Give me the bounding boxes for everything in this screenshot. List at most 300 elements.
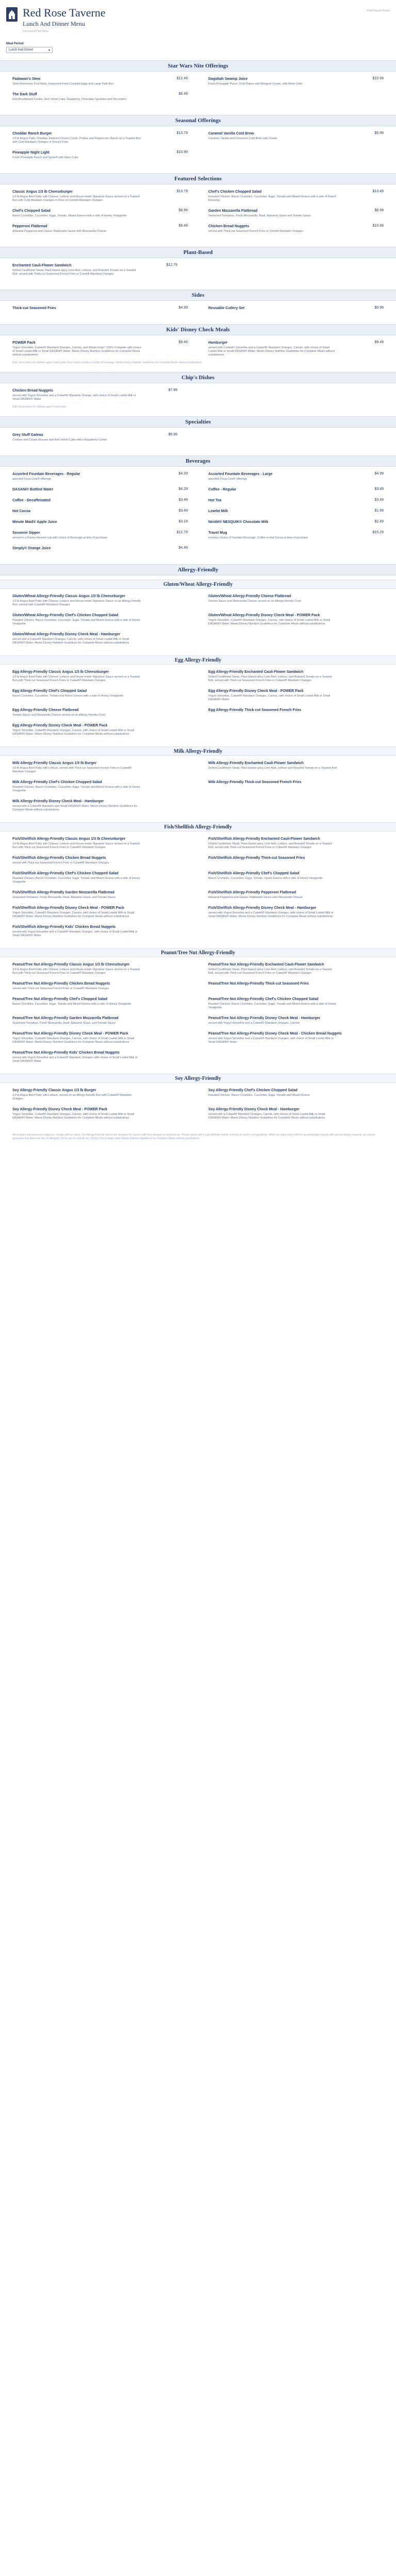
menu-item-description: Tomato Sauce and Mozzarella Cheese served on an Allergy-friendly Crust [12, 714, 106, 717]
menu-item-name: Gluten/Wheat Allergy-Friendly Cheese Flatbread [208, 595, 291, 598]
menu-item-row [208, 708, 384, 713]
item-grid [0, 428, 396, 448]
menu-item-row [208, 890, 384, 895]
menu-item-name: Simply® Orange Juice [12, 547, 51, 550]
menu-item-row [12, 224, 188, 229]
menu-item-row [208, 761, 384, 766]
menu-item-row [208, 906, 384, 910]
menu-item-row [208, 613, 384, 618]
item-grid [0, 72, 396, 108]
menu-item-description: 1/3 lb Angus Beef Patty with Cheese, Lettuce and House-made Signature Sauce on an Allergy-friendly Bun, served with Cutwell® Mandarin Oranges [12, 600, 141, 606]
menu-item[interactable] [12, 131, 188, 150]
menu-item[interactable] [12, 997, 188, 1016]
menu-item[interactable] [208, 1088, 384, 1107]
menu-item-description: Slow-Simmered, Fruit Bolts, Seasoned Fried Crackled Eggs and Large Path Bun [12, 82, 114, 86]
item-grid [0, 184, 396, 240]
menu-item-name: Fish/Shellfish Allergy-Friendly Pepperoni Flatbread [208, 891, 296, 894]
menu-item-price: $9.49 [178, 341, 188, 344]
menu-item-name: Souvenir Sipper [12, 531, 40, 535]
menu-item-description: served with Thick-cut Seasoned French Fries or Cornhill Mandarin Oranges [208, 230, 303, 233]
menu-item[interactable] [12, 224, 188, 240]
menu-item-description: served with Thick-cut Seasoned French Fries or Cutwell® Mandarin Oranges [12, 987, 109, 990]
section-title: Sides [0, 290, 396, 301]
meal-period [6, 42, 390, 53]
menu-item-name: Peanut/Tree Nut Allergy-Friendly Chicken Bread Nuggets [12, 982, 110, 986]
menu-item-price: $13.79 [176, 190, 188, 193]
menu-item-description: served with a Cutwell® Mandarin Oranges, Carrots, with choice of Small Lowfat Milk or Small DASANI® Water. Meets Disney Nutrition Guidelines for Complete Meals without substitutions [208, 1113, 325, 1120]
menu-item[interactable] [12, 77, 188, 92]
menu-item-row [12, 1107, 188, 1112]
menu-item-description: 1/3 lb Angus Beef Patty with Cheese, Lettuce and House-made Signature Sauce served on a Toasted Bun with Cold Mandarin Oranges or Fries or Cornhill Mandarin Oranges [12, 195, 140, 202]
menu-item-row [12, 981, 188, 986]
menu-item-description: served with Yogurt Smoothie and a Cutwell® Mandarin Oranges, with choice of Small Lowfat Milk or Small DASANI® Water [12, 930, 138, 937]
meal-period-label: Meal Period [6, 42, 24, 45]
menu-item-price: $8.99 [374, 209, 384, 212]
menu-item-price: $9.49 [374, 341, 384, 344]
menu-item-description: served with Yogurt Smoothie and a Cutwell® Mandarin Oranges, with choice of Small Lowfat Milk or Small DASANI® Water. Meets Disney Nutrition Guidelines for Complete Meals without substitutions [208, 911, 334, 918]
menu-item-row [12, 1031, 188, 1036]
menu-item-description: Bacon Crumbles, Cucumber, Eggs, Tomato, mixed Greens with a side of Honey Vinaigrette [208, 877, 323, 880]
menu-item-name: Fish/Shellfish Allergy-Friendly Kids' Chicken Bread Nuggets [12, 925, 116, 929]
menu-sections [0, 60, 396, 557]
menu-item-price: $1.99 [374, 509, 384, 513]
chevron-down-icon: ▾ [48, 49, 50, 52]
menu-item-row [208, 306, 384, 311]
menu-item-name: Peanut/Tree Nut Allergy-Friendly Chef's Chopped Salad [12, 997, 108, 1001]
menu-item-name: Peanut/Tree Nut Allergy-Friendly Disney Check Meal - Chicken Bread Nuggets [208, 1032, 342, 1036]
section-note: Kids' menu items for children ages 9 and under. Each meal includes a choice of beverage. Meets Disney Nutrition Guidelines for Complete Meals without substitutions. [12, 361, 203, 364]
menu-item[interactable] [208, 1016, 384, 1031]
menu-item-description: Grilled Cauliflower Steak, Plant-based spicy Lime Aioli, Lettuce, and Roasted Tomato on a Toasted Roll, served with Thick-cut Seasoned French Fries or Cutwell® Mandarin Oranges [208, 968, 332, 975]
menu-item[interactable] [12, 150, 188, 166]
menu-item[interactable] [12, 761, 188, 780]
menu-item-name: Hamburger [208, 341, 228, 345]
menu-item[interactable] [208, 906, 384, 925]
menu-item-row [12, 498, 188, 503]
menu-item-row [208, 209, 384, 213]
menu-item-description: served with Yogurt Smoothie and a Cutwell® Mandarin Orange, with choice of Small Lowfat Milk or Small DASANI® Water [12, 394, 137, 401]
allergy-section-title: Allergy-Friendly [0, 564, 396, 575]
menu-item-name: Egg Allergy-Friendly Thick-cut Seasoned French Fries [208, 708, 302, 712]
menu-item-price: $7.99 [168, 388, 177, 392]
menu-item-row [12, 487, 188, 492]
menu-item[interactable] [12, 799, 188, 818]
item-grid [0, 301, 396, 317]
menu-item[interactable] [208, 689, 384, 708]
item-grid [0, 665, 396, 742]
menu-item[interactable] [12, 962, 188, 981]
header-disclaimer: Disneyland Park Menu [23, 30, 49, 33]
menu-item-description: served with Thick-cut Seasoned French Fries or Cutwell® Mandarin Oranges [12, 861, 109, 865]
menu-item-price: $13.79 [176, 131, 188, 135]
menu-item-name: Fish/Shellfish Allergy-Friendly Chef's Chicken Chopped Salad [12, 872, 119, 875]
menu-item-price: $15.29 [372, 531, 384, 534]
section-title: Chip's Dishes [0, 372, 396, 383]
menu-item-name: Hot Cocoa [12, 510, 30, 513]
menu-item-row [12, 472, 188, 477]
allergy-subsection-title: Fish/Shellfish Allergy-Friendly [0, 822, 396, 832]
menu-item-name: Soy Allergy-Friendly Chef's Chicken Chopped Salad [208, 1089, 298, 1092]
menu-item-row [208, 871, 384, 876]
menu-item[interactable] [12, 92, 188, 108]
menu-item-name: Soy Allergy-Friendly Disney Check Meal - POWER Pack [12, 1108, 108, 1111]
menu-item-description: Roasted Chicken, Bacon Crumbles, Cucumber, Eggs, Tomato and Mixed Greens with a side of Honey Vinaigrette [12, 619, 140, 625]
menu-item-description: assorted Coca-Cola® offerings [208, 478, 248, 481]
menu-item-description: Bacon Crumbles, Cucumber, Eggs, Tomato and Mixed Greens with a side of Honey Vinaigrette [12, 1003, 131, 1006]
menu-item-price: $12.49 [176, 77, 188, 80]
menu-item-description: Artisanal Pepperoni and Classic Flatbreads Sauce with Mozzarella Cheese [208, 896, 303, 899]
menu-item-row [12, 632, 188, 637]
menu-item-row [12, 689, 188, 693]
allergy-subsection-title: Soy Allergy-Friendly [0, 1074, 396, 1083]
section-title: Seasonal Offerings [0, 115, 396, 126]
menu-item-name: Egg Allergy-Friendly Disney Check Meal - POWER Pack [12, 724, 108, 727]
menu-item[interactable] [12, 837, 188, 856]
menu-item[interactable] [12, 723, 188, 742]
menu-item[interactable] [12, 981, 188, 997]
menu-item-row [12, 997, 188, 1002]
menu-item[interactable] [12, 925, 188, 944]
menu-item-row [12, 509, 188, 514]
menu-item[interactable] [12, 632, 188, 651]
footer-disclaimer: Menu items and prices are subject to change without notice. Our Allergy-Friendly menus are designed for Guests with food allergies or intolerances. Please speak with a Cast Member before ordering to confirm all ingredients. While we make every effort to accommodate Guests with special dietary requests, we cannot guarantee that items are free of allergens. Prices do not include tax. Disney Check meals meet Disney Nutrition Guidelines for Complete Meals without substitutions. [12, 1133, 375, 1140]
menu-item-name: Enchanted Cauli-Flower Sandwich [12, 264, 72, 267]
menu-item[interactable] [12, 1016, 188, 1031]
menu-item-row [12, 906, 188, 910]
menu-item-name: Fish/Shellfish Allergy-Friendly Disney Check Meal - POWER Pack [12, 906, 124, 910]
menu-item[interactable] [12, 531, 188, 546]
menu-item-name: Classic Angus 1/3 lb Cheeseburger [12, 190, 73, 194]
menu-item-description: Cookies and Cream Mousse and Red Velvet Cake with a Raspberry Center [12, 438, 107, 442]
menu-item-name: Gluten/Wheat Allergy-Friendly Disney Check Meal - Hamburger [12, 633, 121, 636]
menu-item[interactable] [208, 341, 384, 363]
menu-item[interactable] [208, 472, 384, 487]
menu-item[interactable] [12, 472, 188, 487]
menu-item-name: Lowfat Milk [208, 510, 228, 513]
menu-item-row [208, 472, 384, 477]
menu-item-row [208, 1031, 384, 1036]
menu-item-row [208, 689, 384, 693]
menu-item-row [12, 531, 188, 535]
menu-item[interactable] [208, 780, 384, 799]
menu-item-description: Yogurt Smoothie, Cutwell® Mandarin Oranges, Carrots, with choice of Small Lowfat Milk or Small DASANI® Water. Meets Disney Nutrition Guidelines for Complete Meals without substitutions [12, 1037, 135, 1044]
menu-item-row [208, 780, 384, 785]
menu-item[interactable] [208, 761, 384, 780]
menu-item-name: Egg Allergy-Friendly Enchanted Cauli-Flower Sandwich [208, 670, 304, 674]
menu-item-row [12, 962, 188, 967]
item-grid [0, 126, 396, 166]
menu-item[interactable] [12, 433, 177, 448]
menu-item[interactable] [208, 890, 384, 906]
menu-item-description: Roasted Chicken, Bacon Crumbles, Cucumber, Eggs, Tomato and Mixed Greens with a side of Honey Vinaigrette [208, 1003, 336, 1009]
menu-item[interactable] [12, 689, 188, 708]
menu-item[interactable] [208, 962, 384, 981]
menu-item-row [208, 224, 384, 229]
menu-item-name: Gluten/Wheat Allergy-Friendly Disney Check Meal - POWER Pack [208, 614, 320, 617]
allergy-sections [0, 580, 396, 1126]
item-grid [0, 589, 396, 651]
menu-item-row [208, 190, 384, 194]
menu-item[interactable] [208, 224, 384, 240]
menu-item-description: 1/3 lb Angus Patty, Cheddar, Battered Onions Curds, Pickles and Peppercorn Ranch on a Toasted Bun with Cold Mandarin Oranges or French Fries [12, 137, 141, 144]
menu-item-description: 1/3 lb Angus Beef Patty with Cheese, Lettuce and House-made Signature Sauce served on a Toasted Bun with Thick-cut Seasoned French Fries or Cutwell® Mandarin Oranges [12, 842, 140, 849]
menu-item-name: Egg Allergy-Friendly Cheese Flatbread [12, 708, 79, 712]
menu-item-name: Fish/Shellfish Allergy-Friendly Garden Mozzarella Flatbread [12, 891, 114, 894]
menu-item-name: Coffee - Decaffeinated [12, 499, 51, 502]
menu-item[interactable] [208, 981, 384, 997]
menu-item-row [208, 509, 384, 514]
menu-item[interactable] [208, 131, 384, 150]
menu-item[interactable] [208, 708, 384, 723]
item-grid [0, 383, 396, 408]
allergy-subsection-title: Peanut/Tree Nut Allergy-Friendly [0, 948, 396, 957]
menu-item-description: served with Cutwell® Smoothie and a Cutwell® Mandarin Oranges, Carrots, with choice of Small Lowfat Milk or Small DASANI® Water. Meets Disney Nutrition Guidelines for Complete Meals without substitutions [208, 346, 335, 357]
menu-item-row [12, 890, 188, 895]
menu-item-price: $10.99 [372, 77, 384, 80]
menu-item-description: Yogurt Smoothie, Cutwell® Mandarin Oranges, Carrots, with choice of Small Lowfat Milk or Small DASANI® Water [208, 694, 331, 701]
menu-item-price: $8.99 [178, 209, 188, 212]
menu-item-name: Assorted Fountain Beverages - Large [208, 472, 273, 476]
menu-item-name: Peanut/Tree Nut Allergy-Friendly Thick-cut Seasoned Fries [208, 982, 309, 986]
menu-item[interactable] [208, 856, 384, 871]
menu-item-row [208, 670, 384, 674]
menu-item-description: 1/3 lb Angus Beef Patty with Lettuce, served with Thick-cut Seasoned French Fries or Cutwell® Mandarin Oranges [12, 767, 132, 773]
menu-item-name: Milk Allergy-Friendly Enchanted Cauli-Flower Sandwich [208, 761, 304, 765]
menu-item-description: Seasoned Tomatoes, Fresh Mozzarella, Basil, Balsamic Glaze, and Tomato Sauce [12, 896, 116, 899]
menu-item-price: $5.99 [374, 131, 384, 135]
menu-item-row [12, 150, 188, 155]
menu-item[interactable] [208, 1107, 384, 1126]
menu-item[interactable] [12, 871, 188, 890]
menu-item[interactable] [12, 509, 188, 520]
menu-item[interactable] [12, 209, 188, 224]
menu-item-row [208, 594, 384, 599]
menu-item-row [12, 1088, 188, 1093]
menu-item-description: Yogurt Smoothie, Cutwell® Mandarin Oranges, Carrots, with choice of Small Lowfat Milk or Small DASANI® Water. Meets Disney Nutrition Guidelines for Complete Meals without substitutions [12, 911, 135, 918]
section-title: Plant-Based [0, 247, 396, 258]
menu-item[interactable] [12, 546, 188, 557]
section-note: Kids' menu items for children ages 9 and under. [12, 405, 67, 409]
menu-item[interactable] [12, 306, 188, 317]
menu-item-name: Peanut/Tree Nut Allergy-Friendly Enchanted Cauli-Flower Sandwich [208, 963, 324, 967]
section-title: Featured Selections [0, 173, 396, 184]
menu-item[interactable] [208, 594, 384, 613]
menu-item[interactable] [12, 856, 188, 871]
menu-item[interactable] [12, 341, 188, 363]
menu-item-row [208, 837, 384, 841]
menu-item[interactable] [208, 209, 384, 224]
page-subtitle: Lunch And Dinner Menu [23, 20, 85, 27]
menu-item-name: Gluten/Wheat Allergy-Friendly Classic Angus 1/3 lb Cheeseburger [12, 595, 125, 598]
section-title: Specialties [0, 416, 396, 428]
menu-item-row [12, 190, 188, 194]
menu-item[interactable] [12, 263, 177, 282]
allergy-subsection-title: Milk Allergy-Friendly [0, 747, 396, 756]
menu-item-name: Grey Stuff Gateau [12, 433, 43, 437]
menu-item[interactable] [208, 837, 384, 856]
menu-item[interactable] [208, 1031, 384, 1050]
menu-item-price: $4.29 [178, 472, 188, 476]
menu-item-description: includes choice of Fountain Beverage, Coffee or Hot Cocoa at time of purchase [208, 536, 308, 539]
menu-item[interactable] [12, 670, 188, 689]
menu-item[interactable] [208, 997, 384, 1016]
menu-item-row [12, 594, 188, 599]
menu-item-name: Milk Allergy-Friendly Disney Check Meal - Hamburger [12, 800, 104, 803]
menu-item-name: DASANI® Bottled Water [12, 488, 54, 492]
menu-item-row [12, 925, 188, 929]
menu-item[interactable] [12, 498, 188, 509]
menu-item-name: Peanut/Tree Nut Allergy-Friendly Kids' Chicken Bread Nuggets [12, 1051, 120, 1055]
menu-item-description: Bacon Crumbles, Cucumber, Tomato and Mixed Greens with a side of Honey Vinaigrette [12, 694, 124, 698]
menu-item-row [208, 1016, 384, 1021]
menu-item[interactable] [208, 190, 384, 209]
menu-item-row [12, 92, 188, 97]
menu-item-name: Coffee - Regular [208, 488, 237, 492]
menu-item[interactable] [208, 670, 384, 689]
menu-item-description: Fresh Pineapple Puree, Gold Flakes and Whipped Cream, with Rime Cider [208, 82, 303, 86]
menu-item-description: Roasted Chicken, Bacon Crumbles, Cucumber, Eggs, Tomato and Mixed Greens with a side of Ranch Dressing [208, 195, 336, 202]
menu-item-name: Fish/Shellfish Allergy-Friendly Thick-cut Seasoned Fries [208, 856, 305, 860]
menu-item-row [208, 997, 384, 1002]
item-grid [0, 335, 396, 363]
menu-item-row [208, 1088, 384, 1093]
menu-item-price: $4.49 [178, 546, 188, 550]
menu-item[interactable] [208, 509, 384, 520]
menu-item[interactable] [12, 890, 188, 906]
menu-item-name: Soy Allergy-Friendly Disney Check Meal - Hamburger [208, 1108, 300, 1111]
menu-item[interactable] [208, 520, 384, 531]
section-title: Star Wars Nite Offerings [0, 60, 396, 72]
menu-item-description: Tomato Sauce and Mozzarella Cheese served on an Allergy-friendly Crust [208, 600, 302, 603]
menu-item[interactable] [12, 594, 188, 613]
menu-item-name: Milk Allergy-Friendly Classic Angus 1/3 lb Burger [12, 761, 97, 765]
menu-item-price: $6.49 [178, 92, 188, 96]
castle-logo-icon [6, 7, 18, 22]
meal-period-select[interactable] [6, 47, 53, 53]
page-header [0, 0, 396, 37]
menu-item-description: Caramel, Vanilla and Cinnamon Cold Brew with Cream [208, 137, 277, 140]
menu-item-description: Roasted Chicken, Bacon Crumbles, Cucumber, Eggs, Tomato and Mixed Greens with a side of Honey Vinaigrette [12, 786, 140, 792]
menu-item-description: served with a Cutwell® Mandarin Oranges, Carrots, with choice of Small Lowfat Milk or Small DASANI® Water. Meets Disney Nutrition Guidelines for Complete Meals without substitutions [12, 638, 129, 645]
menu-item[interactable] [12, 906, 188, 925]
menu-item-row [12, 341, 188, 345]
menu-item-name: POWER Pack [12, 341, 36, 345]
menu-item-description: Grilled Cauliflower Steak, Plant-based spicy Lime Aioli, Lettuce, and Roasted Tomato on a Toasted Roll, served with Thick-cut Seasoned French Fries or Cutwell® Mandarin Oranges [208, 675, 332, 682]
menu-item-description: served with Yogurt Smoothie and a Cutwell® Mandarin Oranges, Carrots [208, 1022, 300, 1025]
menu-item-description: Seasoned Tomatoes, Fresh Mozzarella, Basil, Balsamic Glaze and Tomato Sauce [208, 214, 311, 217]
menu-item-description: served with a Cutwell® Mandarin and Small DASANI® Water. Meets Disney Nutrition Guidelines for Complete Meals without substitutions [12, 805, 138, 811]
menu-item-price: $9.49 [178, 224, 188, 228]
menu-item[interactable] [12, 1107, 188, 1126]
menu-item-name: Chef's Chicken Chopped Salad [208, 190, 262, 194]
menu-item-description: Seasoned Tomatoes, Fresh Mozzarella, Basil, Balsamic Glaze, and Tomato Sauce [12, 1022, 116, 1025]
item-grid [0, 467, 396, 557]
menu-item-name: Milk Allergy-Friendly Thick-cut Seasoned French Fries [208, 781, 302, 784]
menu-item-name: Assorted Fountain Beverages - Regular [12, 472, 80, 476]
menu-item-row [208, 531, 384, 535]
menu-item-row [12, 871, 188, 876]
menu-item-description: Yogurt Smoothie, Cutwell® Mandarin Oranges, Carrots, with choice of Small Lowfat Milk or Small DASANI® Water. Meets Disney Nutrition Guidelines for Complete Meals without substitutions [208, 619, 331, 625]
menu-item[interactable] [12, 708, 188, 723]
menu-item-description: Grilled Cauliflower Steak, Plant-based spicy Lime Aioli, Lettuce, and Roasted Tomato on a Toasted Roll, served with Thick-cut Seasoned French Fries or Cutwell® Mandarin Oranges [208, 842, 332, 849]
menu-item-name: Peanut/Tree Nut Allergy-Friendly Classic Angus 1/3 lb Cheeseburger [12, 963, 130, 967]
menu-item-name: Peanut/Tree Nut Allergy-Friendly Garden Mozzarella Flatbread [12, 1016, 119, 1020]
menu-item-name: The Dark Stuff [12, 93, 37, 96]
menu-item-row [208, 962, 384, 967]
menu-item-description: Yogurt Smoothie, Cutwell® Mandarin Oranges, Carrots, with choice of Small Lowfat Milk or Small DASANI® Water. Meets Disney Nutrition Guidelines for Complete Meals without substitutions [12, 729, 135, 736]
menu-item-row [12, 780, 188, 785]
allergy-subsection-title: Egg Allergy-Friendly [0, 655, 396, 665]
menu-item[interactable] [12, 190, 188, 209]
menu-item-row [12, 670, 188, 674]
menu-item-name: Milk Allergy-Friendly Chef's Chicken Chopped Salad [12, 781, 102, 784]
menu-item[interactable] [208, 487, 384, 498]
menu-item[interactable] [208, 498, 384, 509]
menu-item-price: $0.99 [374, 306, 384, 310]
menu-item-description: 1/3 lb Angus Beef Patty with Lettuce, served on an Allergy-friendly Bun with Cutwell® Mandarin Oranges [12, 1094, 132, 1100]
item-grid [0, 957, 396, 1070]
menu-item-description: 1/3 lb Angus Beef Patty with Cheese, Lettuce and House-made Signature Sauce served on a Toasted Bun with Thick-cut Seasoned French Fries or Cutwell® Mandarin Oranges [12, 675, 140, 682]
menu-item[interactable] [208, 613, 384, 632]
page-title: Red Rose Taverne [23, 6, 106, 19]
menu-item-price: $3.49 [178, 498, 188, 502]
menu-item-price: $4.99 [374, 472, 384, 476]
menu-item[interactable] [208, 871, 384, 890]
menu-item-name: Padawan's Stew [12, 77, 41, 81]
menu-item-row [12, 433, 177, 437]
menu-item-name: Fish/Shellfish Allergy-Friendly Chicken Bread Nuggets [12, 856, 106, 860]
menu-item-price: $3.49 [374, 487, 384, 491]
menu-item[interactable] [12, 520, 188, 531]
menu-item[interactable] [208, 306, 384, 317]
menu-item[interactable] [12, 613, 188, 632]
menu-item-description: Roasted Chicken, Bacon Crumbles, Cucumber, Eggs, Tomato and Mixed Greens [208, 1094, 310, 1097]
menu-item-name: Reusable Cutlery Set [208, 307, 245, 310]
menu-item-price: $3.19 [178, 520, 188, 523]
menu-item[interactable] [12, 1050, 188, 1070]
menu-item-name: Egg Allergy-Friendly Chef's Chopped Salad [12, 689, 87, 693]
menu-item-name: Chicken Bread Nuggets [208, 225, 249, 228]
menu-item-row [208, 77, 384, 81]
menu-item[interactable] [12, 780, 188, 799]
menu-item[interactable] [12, 1088, 188, 1107]
menu-item-row [12, 799, 188, 804]
menu-item-row [12, 546, 188, 551]
menu-item-name: Pepperoni Flatbread [12, 225, 47, 228]
menu-item-name: Fish/Shellfish Allergy-Friendly Enchanted Cauli-Flower Sandwich [208, 837, 320, 841]
menu-item[interactable] [12, 388, 177, 408]
menu-item[interactable] [208, 531, 384, 546]
menu-item-name: Peanut/Tree Nut Allergy-Friendly Disney Check Meal - Hamburger [208, 1016, 321, 1020]
menu-item-row [208, 498, 384, 503]
menu-item-name: Cheddar Ranch Burger [12, 132, 52, 135]
menu-item-description: Artisanal Pepperoni and Classic Flatbreads Sauce with Mozzarella Cheese [12, 230, 107, 233]
menu-item-name: Peanut/Tree Nut Allergy-Friendly Disney Check Meal - POWER Pack [12, 1032, 128, 1036]
menu-item-name: Pineapple Night Light [12, 151, 50, 155]
menu-item[interactable] [12, 487, 188, 498]
menu-item[interactable] [12, 1031, 188, 1050]
menu-item-name: Garden Mozzarella Flatbread [208, 209, 258, 213]
menu-item-row [12, 77, 188, 81]
header-right-text: Food Sequel Pricing [366, 9, 390, 12]
menu-item-row [12, 209, 188, 213]
menu-item-price: $4.29 [178, 487, 188, 491]
menu-item[interactable] [208, 77, 384, 92]
menu-item-description: Grilled Cauliflower Steak, Plant-based spicy Lime Aioli, Lettuce and Roasted Tomato on a Toasted Roll [208, 767, 337, 770]
menu-item-description: assorted Coca-Cola® offerings [12, 478, 52, 481]
item-grid [0, 258, 396, 282]
menu-item-row [12, 306, 188, 311]
